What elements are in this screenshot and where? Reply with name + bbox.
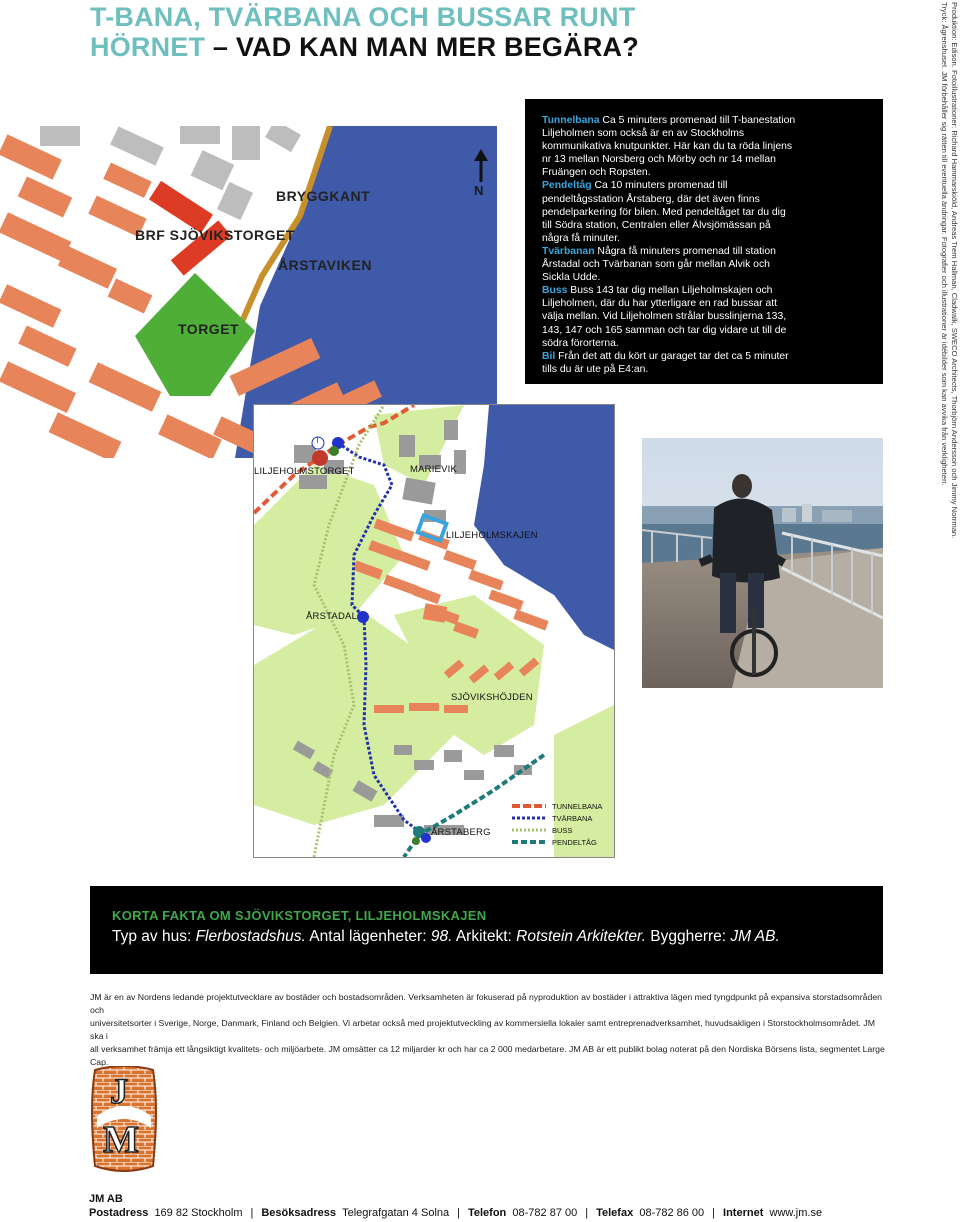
about-line2: universitetsorter i Sverige, Norge, Danmark, Finland och Belgien. Vi arbetar också med projektutveckling av kommersiella lokaler samt entreprenadverksamhet, huvudsakligen i Storstockholmsområdet. JM ska i bbox=[90, 1018, 875, 1041]
label-arstaviken: ÅRSTAVIKEN bbox=[278, 257, 372, 273]
arstadal-station bbox=[357, 611, 369, 623]
about-line3: all verksamhet främja ett långsiktigt kvalitets- och miljöarbete. JM omsätter ca 12 miljarder kr och har ca 2 000 medarbetare. JM AB är ett publikt bolag noterat på den Nordiska Börsens lista, segmentet Large Cap. bbox=[90, 1044, 885, 1067]
about-line1: JM är en av Nordens ledande projektutvecklare av bostäder och bostadsområden. Verksamheten är fokuserad på nyproduktion av bostäder i attraktiva lägen med tyngdpunkt på expansiva storstadsområden och bbox=[90, 992, 882, 1015]
north-arrow-icon bbox=[471, 149, 491, 183]
facts-arkitekt-value: Rotstein Arkitekter. bbox=[516, 928, 646, 945]
cyclist-photo-illustration bbox=[642, 438, 883, 688]
map-legend bbox=[552, 801, 602, 849]
footer-sep-1: | bbox=[250, 1207, 254, 1219]
label-torget: TORGET bbox=[178, 321, 240, 337]
footer-sep-4: | bbox=[712, 1207, 716, 1219]
label-liljeholmstorget: LILJEHOLMSTORGET bbox=[254, 466, 355, 477]
facts-title: KORTA FAKTA OM SJÖVIKSTORGET, LILJEHOLMSKAJEN bbox=[112, 908, 487, 923]
credits-line1: Produktion: Edison. Fotoillustrationer: Richard Hammarskiöld, Andreas Trem Hallman, Cladwalk, SWECO Architects, Thorbjörn Andersson och Jimmy Norrman. bbox=[950, 2, 959, 539]
footer-postadress: 169 82 Stockholm bbox=[154, 1207, 243, 1219]
transport-heading-pendeltag: Pendeltåg bbox=[542, 180, 592, 192]
transport-heading-bil: Bil bbox=[542, 350, 556, 362]
facts-bar bbox=[90, 886, 883, 974]
label-arstadal: ÅRSTADAL bbox=[306, 611, 358, 622]
transport-text-pendeltag: Ca 10 minuters promenad till pendeltågsstation Årstaberg, där det även finns pendelparkering för bilen. Med pendeltåget tar du dig till Södra station, Centralen eller Älvsjömässan på några få minuter. bbox=[542, 180, 786, 244]
footer-internet-link[interactable]: www.jm.se bbox=[769, 1207, 823, 1219]
headline-accent: HÖRNET bbox=[90, 32, 206, 62]
liljeholmen-buss-station bbox=[329, 446, 339, 456]
footer-contact bbox=[89, 1207, 822, 1219]
footer-telefon: 08-782 87 00 bbox=[512, 1207, 578, 1219]
liljeholmen-tbana-station bbox=[312, 450, 328, 466]
label-liljeholmskajen: LILJEHOLMSKAJEN bbox=[446, 530, 538, 541]
headline-line1: T-BANA, TVÄRBANA OCH BUSSAR RUNT bbox=[90, 2, 636, 32]
label-sjovikshojden: SJÖVIKSHÖJDEN bbox=[451, 692, 533, 703]
legend-swatches bbox=[512, 806, 546, 842]
arstaberg-tvarbana-station bbox=[421, 833, 431, 843]
facts-bygg-value: JM AB. bbox=[730, 928, 780, 945]
footer-telefax: 08-782 86 00 bbox=[639, 1207, 705, 1219]
footer-telefon-label: Telefon bbox=[467, 1207, 507, 1219]
footer-telefax-label: Telefax bbox=[596, 1207, 634, 1219]
footer-internet-label: Internet bbox=[723, 1207, 764, 1219]
page-headline bbox=[90, 2, 710, 62]
legend-buss: BUSS bbox=[552, 826, 573, 835]
area-transport-map bbox=[253, 404, 615, 858]
facts-antal-value: 98. bbox=[430, 928, 453, 945]
logo-letter-j: J bbox=[110, 1071, 128, 1111]
transport-heading-buss: Buss bbox=[542, 285, 568, 297]
footer-sep-2: | bbox=[457, 1207, 460, 1219]
facts-typ-label: Typ av hus: bbox=[112, 928, 196, 945]
label-brf-sjoviks: BRF SJÖVIKSTORGET bbox=[135, 227, 295, 243]
headline-rest: – VAD KAN MAN MER BEGÄRA? bbox=[205, 32, 639, 62]
footer-sep-3: | bbox=[585, 1207, 589, 1219]
label-marievik: MARIEVIK bbox=[410, 464, 457, 475]
label-bryggkant: BRYGGKANT bbox=[276, 188, 371, 204]
transport-info-box bbox=[525, 99, 883, 384]
logo-letter-m: M bbox=[103, 1119, 139, 1161]
facts-arkitekt-label: Arkitekt: bbox=[452, 928, 517, 945]
transport-text-tvarbanan: Några få minuters promenad till station Årstadal och Tvärbanan som går mellan Alvik och Sickla Udde. bbox=[542, 245, 776, 284]
arstaberg-buss-station bbox=[412, 837, 420, 845]
footer-postadress-label: Postadress bbox=[89, 1207, 149, 1219]
transport-heading-tunnelbana: Tunnelbana bbox=[542, 115, 600, 126]
north-arrow bbox=[471, 149, 491, 199]
legend-tunnelbana: TUNNELBANA bbox=[552, 802, 603, 811]
about-jm bbox=[90, 991, 890, 1069]
cyclist-photo bbox=[642, 438, 883, 688]
t-symbol-label: T bbox=[315, 436, 320, 445]
facts-typ-value: Flerbostadshus. bbox=[195, 928, 306, 945]
facts-bygg-label: Byggherre: bbox=[645, 928, 731, 945]
footer-besok-label: Besöksadress bbox=[261, 1207, 336, 1219]
footer-company: JM AB bbox=[89, 1193, 123, 1205]
credits-line2: Tryck: Ågrenshuset. JM förbehåller sig rätten till eventuella ändringar. Fotografier och illustrationer är idébilder som kan avvika från verkligheten. bbox=[940, 2, 949, 486]
jm-logo bbox=[89, 1066, 159, 1173]
legend-tvarbana: TVÄRBANA bbox=[552, 814, 593, 823]
label-arstaberg: ÅRSTABERG bbox=[431, 827, 491, 838]
facts-line bbox=[112, 928, 780, 946]
north-label: N bbox=[474, 183, 484, 198]
production-credits bbox=[939, 2, 959, 539]
transport-text-tunnelbana: Ca 5 minuters promenad till T-banestation Liljeholmen som också är en av Stockholms kommunikativa knutpunkter. Här kan du ta röda linjens nr 13 mellan Norsberg och Mörby och nr 14 mellan Fruängen och Ropsten. bbox=[542, 115, 796, 179]
transport-text-buss: Buss 143 tar dig mellan Liljeholmskajen och Liljeholmen, där du har ytterligare en rad bussar att välja mellan. Vid Liljeholmen strålar busslinjerna 133, 143, 147 och 165 samman och tar dig vidare ut till de södra förorterna. bbox=[542, 285, 787, 349]
transport-heading-tvarbanan: Tvärbanan bbox=[542, 245, 595, 257]
facts-antal-label: Antal lägenheter: bbox=[305, 928, 431, 945]
legend-pendeltag: PENDELTÅG bbox=[552, 838, 597, 847]
transport-text bbox=[542, 114, 797, 376]
footer-besok: Telegrafgatan 4 Solna bbox=[342, 1207, 450, 1219]
transport-text-bil: Från det att du kört ur garaget tar det ca 5 minuter tills du är ute på E4:an. bbox=[542, 350, 789, 375]
